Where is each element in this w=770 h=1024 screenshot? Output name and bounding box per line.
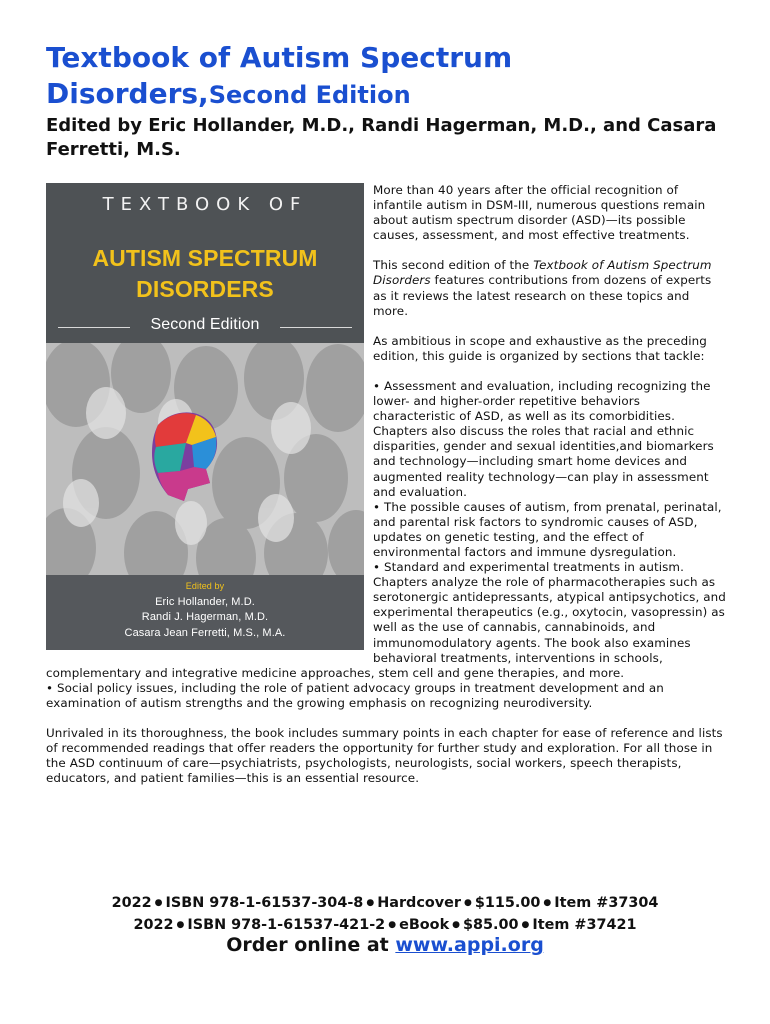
scope-paragraph: As ambitious in scope and exhaustive as the preceding edition, this guide is organized by sections that tackle: xyxy=(373,333,707,363)
bullet-assessment: • Assessment and evaluation, including recognizing the lower- and higher-order repetitive behaviors characteristic of ASD, as well as its comorbidities. Chapters also discuss the roles that racial and ethnic disparities, gender and sexual identities,and biomarkers and technology—including smart home devices and augmented reality technology—can play in assessment and evaluation. xyxy=(373,378,714,499)
separator-icon: ● xyxy=(452,920,460,930)
book-title-italic: Textbook of Autism Spectrum Disorders xyxy=(373,258,712,288)
ebook-price: $85.00 xyxy=(463,917,519,933)
editors-line: Edited by Eric Hollander, M.D., Randi Hagerman, M.D., and Casara Ferretti, M.S. xyxy=(46,115,717,160)
cover-main-title xyxy=(46,243,364,305)
cover-main-line2: DISORDERS xyxy=(136,276,274,302)
separator-icon: ● xyxy=(543,898,552,908)
hardcover-isbn: ISBN 978-1-61537-304-8 xyxy=(165,895,364,911)
intro-paragraph: More than 40 years after the official recognition of infantile autism in DSM-III, numerous questions remain about autism spectrum disorder (ASD)—its possible causes, assessment, and most effective treatments. xyxy=(373,183,706,243)
hardcover-price: $115.00 xyxy=(474,895,541,911)
hardcover-year: 2022 xyxy=(111,895,152,911)
ebook-year: 2022 xyxy=(133,917,174,933)
cover-main-line1: AUTISM SPECTRUM xyxy=(92,245,318,271)
cover-editor-3: Casara Jean Ferretti, M.S., M.A. xyxy=(124,626,286,639)
order-line xyxy=(0,934,770,956)
cover-illustration xyxy=(46,343,364,575)
bullet-treatments: • Standard and experimental treatments in autism. Chapters analyze the role of pharmacotherapies such as serotonergic antidepressants, atypical antipsychotics, and experimental therapeutics (e.g., oxytocin, vasopressin) as well as the use of cannabis, cannabinoids, and immunomodulatory agents. The book also examines behavioral treatments, interventions in schools, complementary and integrative medicine approaches, stem cell and gene therapies, and more. xyxy=(46,560,726,680)
cover-top-word: TEXTBOOK OF xyxy=(102,194,308,215)
title-line2a: Disorders, xyxy=(46,77,209,110)
description xyxy=(46,183,726,801)
title-line2b: Second Edition xyxy=(208,81,411,109)
separator-icon: ● xyxy=(521,920,530,930)
book-cover-image xyxy=(46,183,364,650)
bullet-social-policy: • Social policy issues, including the role of patient advocacy groups in treatment development and an examination of autism strengths and the growing emphasis on recognizing neurodiversity. xyxy=(46,680,664,710)
cover-editors xyxy=(46,579,364,641)
hardcover-item: Item #37304 xyxy=(554,895,659,911)
closing-paragraph: Unrivaled in its thoroughness, the book includes summary points in each chapter for ease of reference and lists of recommended readings that offer readers the opportunity for further study and exploration. For all those in the ASD continuum of care—psychiatrists, psychologists, neurologists, social workers, speech therapists, educators, and patient families—this is an essential resource. xyxy=(46,726,723,786)
ebook-isbn: ISBN 978-1-61537-421-2 xyxy=(187,917,386,933)
cover-editors-label: Edited by xyxy=(185,581,225,591)
product-info xyxy=(0,892,770,936)
title-line1: Textbook of Autism Spectrum xyxy=(46,41,513,74)
edition-paragraph-pre: This second edition of the xyxy=(373,258,534,273)
separator-icon: ● xyxy=(366,898,375,908)
separator-icon: ● xyxy=(176,920,185,930)
cover-editor-2: Randi J. Hagerman, M.D. xyxy=(141,611,269,623)
ebook-line xyxy=(0,914,770,936)
cover-editor-1: Eric Hollander, M.D. xyxy=(155,595,255,608)
separator-icon: ● xyxy=(464,898,472,908)
order-label: Order online at xyxy=(226,934,396,956)
bullet-causes: • The possible causes of autism, from prenatal, perinatal, and parental risk factors to syndromic causes of ASD, updates on genetic testing, and the effect of environmental factors and immune dysregulation. xyxy=(373,499,722,559)
separator-icon: ● xyxy=(154,898,163,908)
ebook-format: eBook xyxy=(399,917,450,933)
page-title xyxy=(46,40,746,113)
cover-edition: Second Edition xyxy=(150,316,260,333)
edition-paragraph-post: features contributions from dozens of experts as it reviews the latest research on these topics and more. xyxy=(373,273,712,318)
hardcover-format: Hardcover xyxy=(377,895,461,911)
ebook-item: Item #37421 xyxy=(532,917,637,933)
separator-icon: ● xyxy=(388,920,397,930)
order-link[interactable]: www.appi.org xyxy=(395,934,544,956)
hardcover-line xyxy=(0,892,770,914)
